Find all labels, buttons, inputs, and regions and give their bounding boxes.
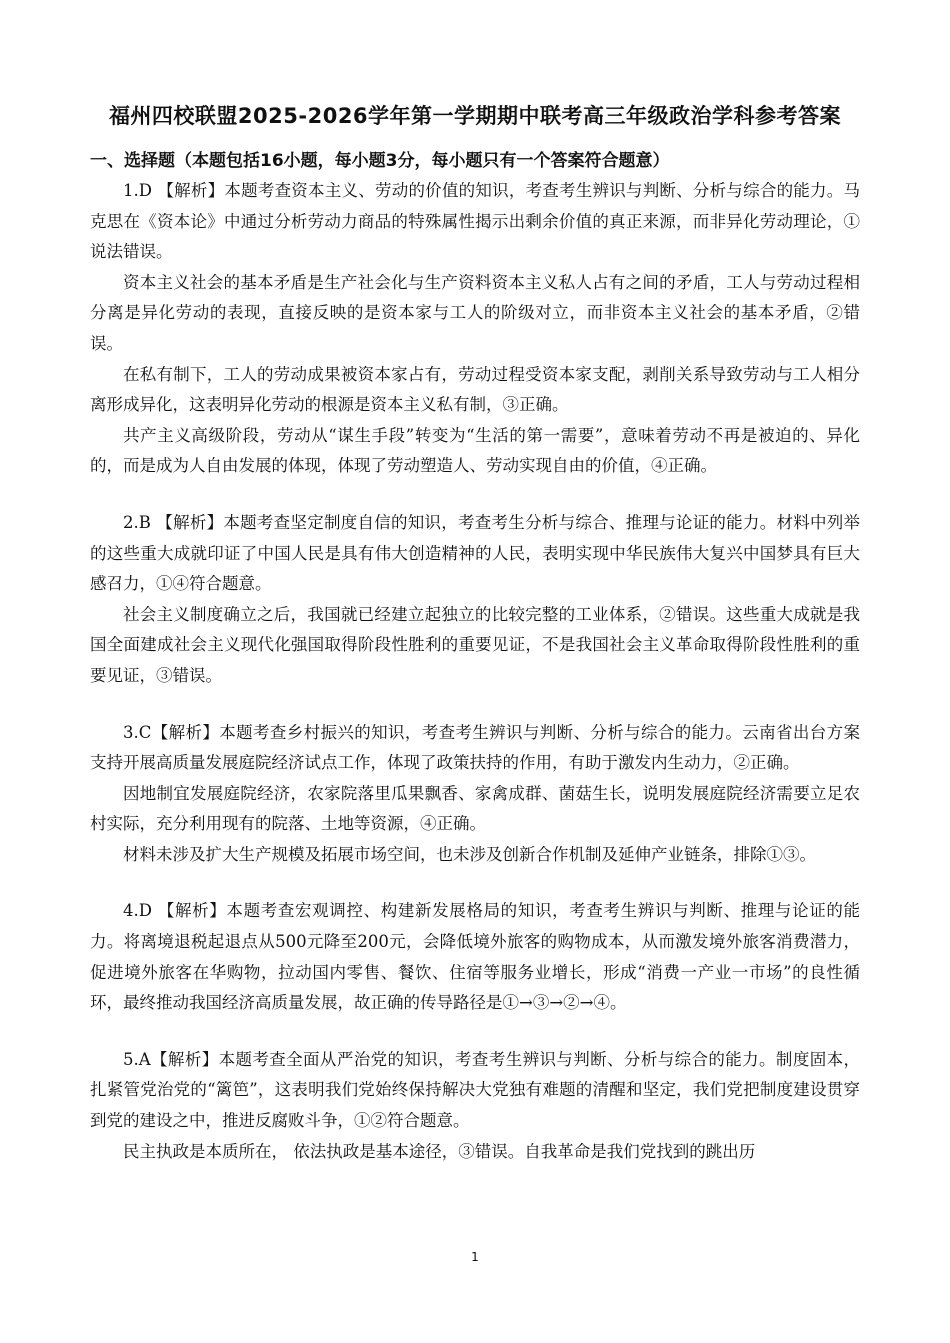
paragraph: 民主执政是本质所在， 依法执政是基本途径，③错误。自我革命是我们党找到的跳出历 [123,1141,756,1161]
question-3-answer [90,718,860,871]
document-title: 福州四校联盟2025-2026学年第一学期期中联考高三年级政治学科参考答案 [108,104,842,128]
paragraph: 资本主义社会的基本矛盾是生产社会化与生产资料资本主义私人占有之间的矛盾，工人与劳动过程相分离是异化劳动的表现，直接反映的是资本家与工人的阶级对立，而非资本主义社会的基本矛盾，②错误。 [90,272,860,353]
question-2-answer [90,508,860,692]
question-1-answer [90,176,860,482]
section-heading: 一、选择题（本题包括16小题，每小题3分，每小题只有一个答案符合题意） [90,151,670,171]
paragraph: 共产主义高级阶段，劳动从“谋生手段”转变为“生活的第一需要”，意味着劳动不再是被迫的、异化的，而是成为人自由发展的体现，体现了劳动塑造人、劳动实现自由的价值，④正确。 [90,425,860,476]
paragraph: 3.C【解析】本题考查乡村振兴的知识，考查考生辨识与判断、分析与综合的能力。云南省出台方案支持开展高质量发展庭院经济试点工作，体现了政策扶持的作用，有助于激发内生动力，②正确。 [90,722,860,773]
answer-body [90,176,860,1193]
page-number: 1 [471,1250,479,1264]
paragraph: 在私有制下，工人的劳动成果被资本家占有，劳动过程受资本家支配，剥削关系导致劳动与工人相分离形成异化，这表明异化劳动的根源是资本主义私有制，③正确。 [90,364,860,415]
paragraph: 因地制宜发展庭院经济，农家院落里瓜果飘香、家禽成群、菌菇生长，说明发展庭院经济需要立足农村实际，充分利用现有的院落、土地等资源，④正确。 [90,783,860,834]
paragraph: 1.D 【解析】本题考查资本主义、劳动的价值的知识，考查考生辨识与判断、分析与综合的能力。马克思在《资本论》中通过分析劳动力商品的特殊属性揭示出剩余价值的真正来源，而非异化劳动理论，①说法错误。 [90,181,860,262]
paragraph: 5.A【解析】本题考查全面从严治党的知识，考查考生辨识与判断、分析与综合的能力。制度固本，扎紧管党治党的“篱笆”，这表明我们党始终保持解决大党独有难题的清醒和坚定，我们党把制度建设贯穿到党的建设之中，推进反腐败斗争，①②符合题意。 [90,1049,860,1131]
question-5-answer [90,1045,860,1167]
paragraph: 4.D 【解析】本题考查宏观调控、构建新发展格局的知识，考查考生辨识与判断、推理与论证的能力。将离境退税起退点从500元降至200元，会降低境外旅客的购物成本，从而激发境外旅客消费潜力，促进境外旅客在华购物，拉动国内零售、餐饮、住宿等服务业增长，形成“消费一产业一市场”的良性循环，最终推动我国经济高质量发展，故正确的传导路径是①→③→②→④。 [90,901,860,1013]
paragraph: 社会主义制度确立之后，我国就已经建立起独立的比较完整的工业体系，②错误。这些重大成就是我国全面建成社会主义现代化强国取得阶段性胜利的重要见证，不是我国社会主义革命取得阶段性胜利的重要见证，③错误。 [90,604,860,685]
paragraph: 材料未涉及扩大生产规模及拓展市场空间，也未涉及创新合作机制及延伸产业链条，排除①③。 [123,844,816,864]
paragraph: 2.B 【解析】本题考查坚定制度自信的知识，考查考生分析与综合、推理与论证的能力。材料中列举的这些重大成就印证了中国人民是具有伟大创造精神的人民，表明实现中华民族伟大复兴中国梦具有巨大感召力，①④符合题意。 [90,512,860,594]
question-4-answer [90,896,860,1018]
